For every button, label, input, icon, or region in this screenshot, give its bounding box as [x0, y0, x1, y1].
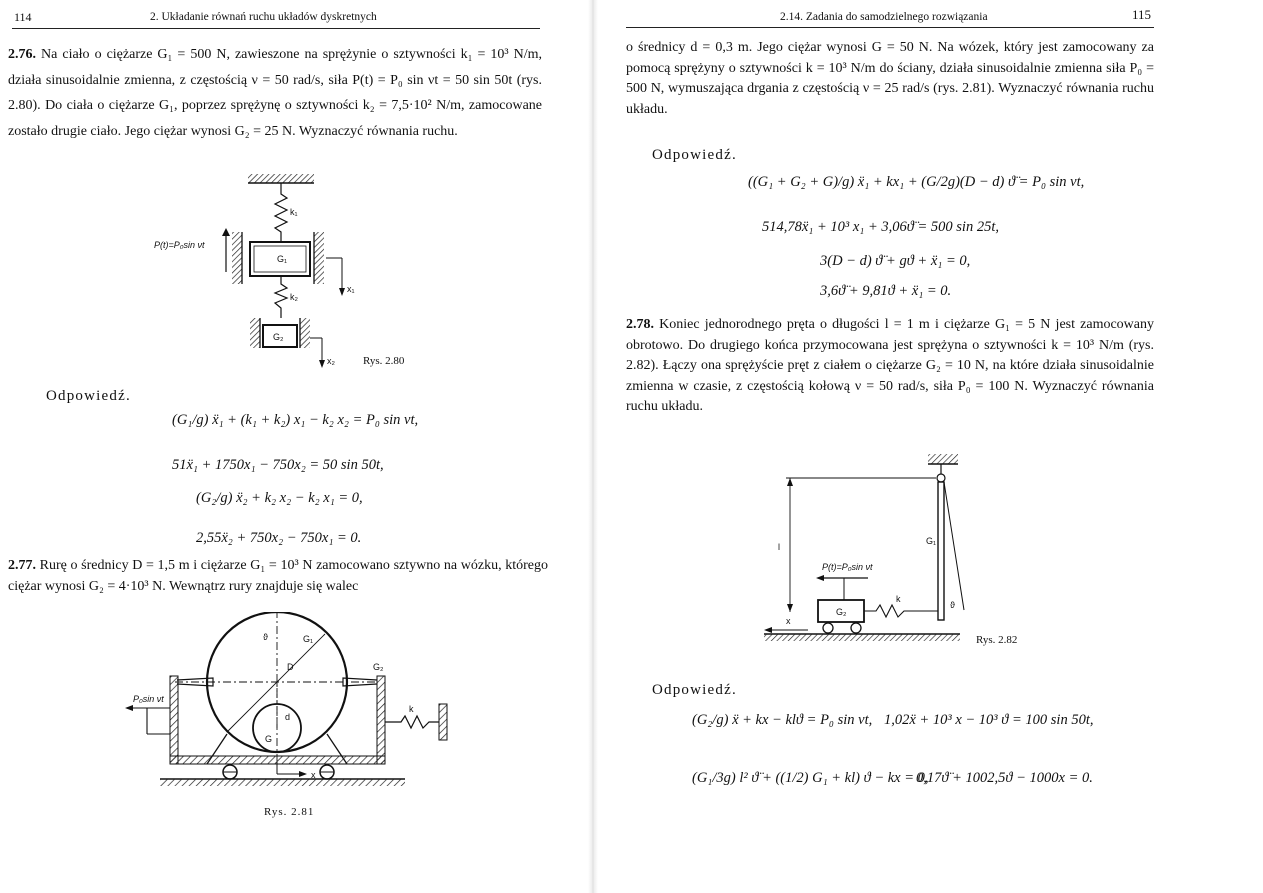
- lower-left-guide: [250, 318, 260, 348]
- lower-right-guide: [300, 318, 310, 348]
- cart-left-wall: [170, 676, 178, 764]
- left-page: [0, 0, 590, 893]
- label-k1: k₁: [290, 207, 298, 217]
- figure-2-81: [115, 612, 475, 810]
- eq-278-1: (G₂/g) ẍ + kx − klϑ = P₀ sin νt,: [692, 712, 873, 728]
- figure-2-82: [760, 448, 980, 656]
- page-number: 114: [14, 10, 32, 24]
- ground-hatch: [764, 634, 960, 641]
- spring-k: [385, 716, 439, 728]
- eq-277-3: 3(D − d) ϑ̈ + gϑ + ẍ₁ = 0,: [820, 253, 971, 269]
- problem-number: 2.77.: [8, 558, 36, 573]
- problem-text: Rurę o średnicy D = 1,5 m i ciężarze G₁ = 10³ N zamocowano sztywno na wózku, którego ciężar wynosi G₂ = 4·10³ N. Wewnątrz rury znajduje się walec: [8, 558, 549, 594]
- label-force: P₀sin νt: [133, 694, 164, 704]
- eq-278-4: 0,17ϑ̈ + 1002,5ϑ − 1000x = 0.: [916, 770, 1093, 786]
- force-arrowhead: [816, 575, 824, 581]
- right-page: [600, 0, 1263, 893]
- left-wheel: [823, 623, 833, 633]
- label-g1: G₁: [303, 634, 314, 644]
- label-k2: k₂: [290, 292, 298, 302]
- problem-text: Na ciało o ciężarze G₁ = 500 N, zawieszone na sprężynie o sztywności k₁ = 10³ N/m, działa sinusoidalnie zmienna, z częstością ν = 50 rad/s, siła P(t) = P₀ sin νt = 50 sin 50t (rys. 2.80). Do ciała o ciężarze G₁, poprzez sprężynę o sztywności k₂ = 7,5·10² N/m, zamocowane zostało drugie ciało. Jego ciężar wynosi G₂ = 25 N. Wyznaczyć równania ruchu.: [8, 47, 542, 139]
- caption-2-81: Rys. 2.81: [264, 806, 315, 818]
- spring-k: [864, 605, 938, 617]
- force-arrowhead: [222, 228, 230, 236]
- eq-278-3: (G₁/3g) l² ϑ̈ + ((1/2) G₁ + kl) ϑ − kx = 0,: [692, 770, 929, 786]
- left-guide-hatch: [232, 232, 242, 284]
- eq-276-1: (G₁/g) ẍ₁ + (k₁ + k₂) x₁ − k₂ x₂ = P₀ sin νt,: [172, 412, 419, 428]
- label-g: G: [265, 734, 273, 744]
- eq-278-2: 1,02ẍ + 10³ x − 10³ ϑ = 100 sin 50t,: [884, 712, 1094, 728]
- page-number: 115: [1132, 7, 1152, 22]
- header-rule: [626, 27, 1154, 28]
- label-x2: x₂: [327, 356, 335, 366]
- x2-arrowhead: [319, 360, 325, 368]
- right-guide-hatch: [314, 232, 324, 284]
- problem-text: Koniec jednorodnego pręta o długości l = 1 m i ciężarze G₁ = 5 N jest zamocowany obrotowo. Do drugiego końca przymocowana jest sprężyna o sztywności k = 10³ N/m (rys. 2.82). Łączy ona sprężyście pręt z ciałem o ciężarze G₂ = 10 N, na które działa sinusoidalnie zmienna w czasie, z częstością kołową ν = 50 rad/s, siła P₀ = 100 N. Wyznaczyć równania ruchu układu.: [626, 317, 1155, 414]
- label-g1: G₁: [926, 536, 937, 546]
- length-arrow-bottom: [787, 604, 793, 612]
- diameter-line: [227, 634, 325, 732]
- label-theta: ϑ: [950, 600, 955, 610]
- label-l: l: [778, 542, 780, 552]
- label-x1: x₁: [347, 284, 355, 294]
- right-wheel: [851, 623, 861, 633]
- x1-arrowhead: [339, 288, 345, 296]
- eq-276-4: 2,55ẍ₂ + 750x₂ − 750x₁ = 0.: [196, 530, 362, 546]
- problem-number: 2.76.: [8, 47, 36, 62]
- label-g2: G₂: [836, 607, 847, 617]
- spring-k2: [275, 276, 287, 318]
- running-head: 2. Układanie równań ruchu układów dyskretnych: [150, 11, 377, 23]
- eq-276-3: (G₂/g) ẍ₂ + k₂ x₂ − k₂ x₁ = 0,: [196, 490, 363, 506]
- label-g2: G₂: [373, 662, 384, 672]
- problem-number: 2.78.: [626, 317, 654, 332]
- ceiling-hatch: [928, 454, 958, 464]
- ceiling-hatch: [248, 174, 314, 183]
- problem-2-76: [8, 42, 542, 144]
- label-d-large: D: [287, 662, 294, 672]
- ground-hatch: [160, 779, 405, 786]
- answer-heading: Odpowiedź.: [652, 147, 737, 163]
- pivot: [937, 474, 945, 482]
- label-g2: G₂: [273, 332, 284, 342]
- label-force: P(t)=P₀sin νt: [822, 562, 873, 572]
- label-force: P(t)=P₀sin νt: [154, 240, 205, 250]
- caption-2-80: Rys. 2.80: [363, 355, 405, 367]
- label-x: x: [311, 770, 316, 780]
- label-theta: ϑ: [263, 632, 268, 642]
- answer-heading-2: Odpowiedź.: [652, 682, 737, 698]
- label-g1: G₁: [277, 254, 288, 264]
- spring-k1: [275, 183, 287, 242]
- eq-277-2: 514,78ẍ₁ + 10³ x₁ + 3,06ϑ̈ = 500 sin 25t,: [762, 219, 999, 235]
- problem-2-77: [8, 555, 548, 597]
- bar-g1: [938, 482, 944, 620]
- problem-2-77-continuation: o średnicy d = 0,3 m. Jego ciężar wynosi G = 50 N. Na wózek, który jest zamocowany za pomocą sprężyny o sztywności k = 10³ N/m do ściany, działa sinusoidalnie zmienna siła P₀ = 500 N, wymuszająca drgania z częstością ν = 25 rad/s (rys. 2.81). Wyznaczyć równania ruchu układu.: [626, 40, 1154, 117]
- answer-heading: Odpowiedź.: [46, 388, 131, 404]
- eq-276-2: 51ẍ₁ + 1750x₁ − 750x₂ = 50 sin 50t,: [172, 457, 384, 473]
- label-k: k: [896, 594, 901, 604]
- x-arrowhead: [299, 771, 307, 777]
- cart-right-wall: [377, 676, 385, 764]
- eq-277-1: ((G₁ + G₂ + G)/g) ẍ₁ + kx₁ + (G/2g)(D − d) ϑ̈ = P₀ sin νt,: [748, 174, 1085, 190]
- label-d-small: d: [285, 712, 291, 722]
- label-x: x: [786, 616, 791, 626]
- caption-2-82: Rys. 2.82: [976, 634, 1018, 646]
- eq-277-4: 3,6ϑ̈ + 9,81ϑ + ẍ₁ = 0.: [820, 283, 952, 299]
- rotated-bar: [944, 482, 964, 610]
- x-arrowhead: [764, 627, 772, 633]
- label-k: k: [409, 704, 414, 714]
- problem-2-78: [626, 315, 1154, 418]
- header-rule: [12, 28, 540, 29]
- force-arrowhead: [125, 705, 133, 711]
- length-arrow-top: [787, 478, 793, 486]
- running-head: 2.14. Zadania do samodzielnego rozwiązania: [780, 11, 988, 23]
- wall: [439, 704, 447, 740]
